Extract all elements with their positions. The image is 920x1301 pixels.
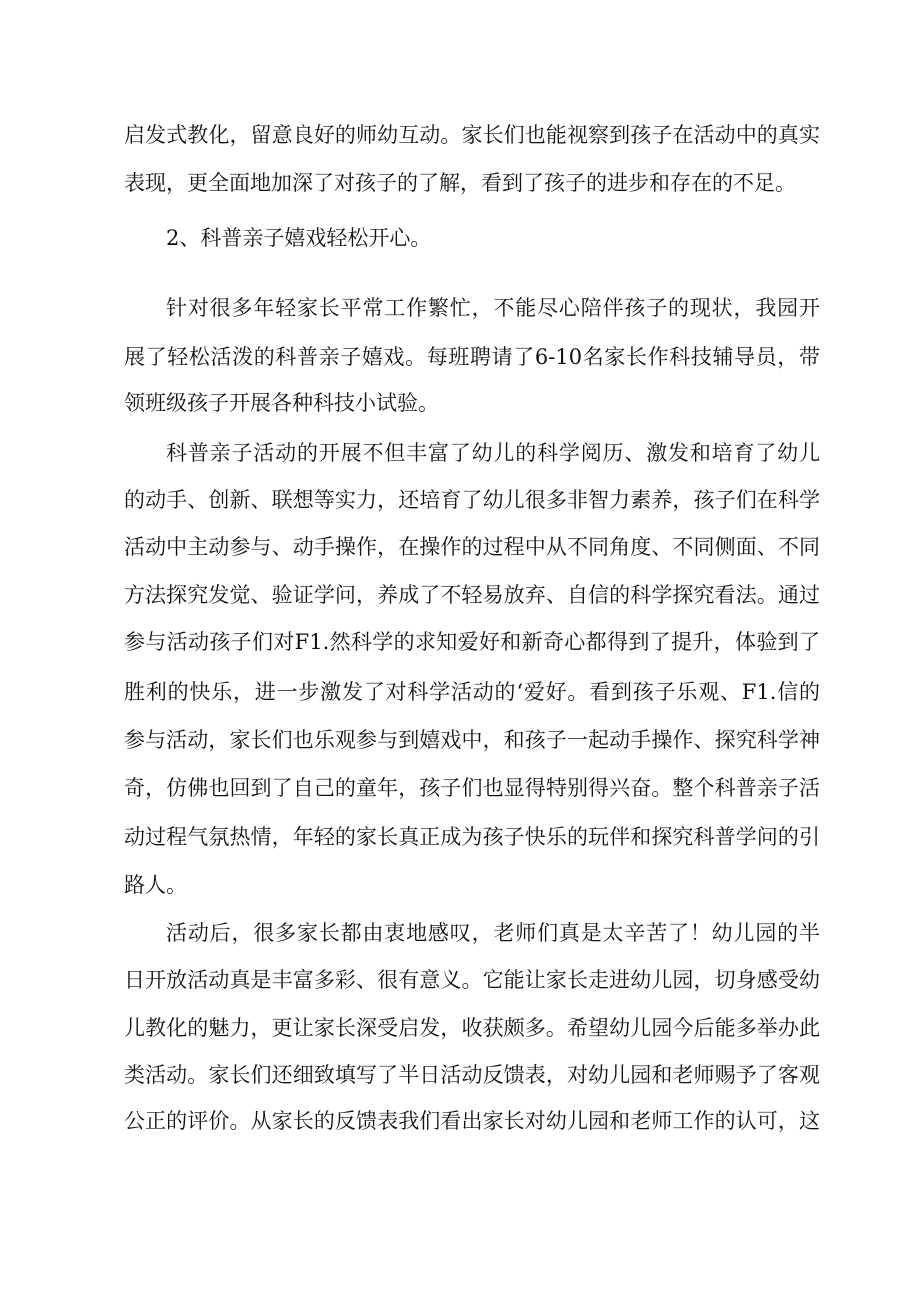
paragraph-line: 儿教化的魅力，更让家长深受启发，收获颇多。希望幼儿园今后能多举办此 bbox=[124, 1016, 820, 1040]
paragraph-line: 启发式教化，留意良好的师幼互动。家长们也能视察到孩子在活动中的真实 bbox=[124, 123, 820, 147]
paragraph-line: 参与活动孩子们对F1.然科学的求知爱好和新奇心都得到了提升，体验到了 bbox=[124, 630, 820, 654]
paragraph-line: 领班级孩子开展各种科技小试验。 bbox=[124, 391, 439, 415]
paragraph-line: 奇，仿佛也回到了自己的童年，孩子们也显得特别得兴奋。整个科普亲子活 bbox=[124, 776, 820, 800]
paragraph-line: 的动手、创新、联想等实力，还培育了幼儿很多非智力素养，孩子们在科学 bbox=[124, 488, 820, 512]
paragraph-line: 日开放活动真是丰富多彩、很有意义。它能让家长走进幼儿园，切身感受幼 bbox=[124, 968, 820, 992]
paragraph-line: 表现，更全面地加深了对孩子的了解，看到了孩子的进步和存在的不足。 bbox=[124, 171, 796, 195]
paragraph-line: 路人。 bbox=[124, 873, 187, 897]
paragraph-line: 胜利的快乐，进一步激发了对科学活动的‘爱好。看到孩子乐观、F1.信的 bbox=[124, 680, 820, 704]
paragraph-line: 针对很多年轻家长平常工作繁忙，不能尽心陪伴孩子的现状，我园开 bbox=[166, 296, 820, 320]
paragraph-line: 参与活动，家长们也乐观参与到嬉戏中，和孩子一起动手操作、探究科学神 bbox=[124, 728, 820, 752]
paragraph-line: 动过程气氛热情，年轻的家长真正成为孩子快乐的玩伴和探究科普学问的引 bbox=[124, 825, 820, 849]
section-heading: 2、科普亲子嬉戏轻松开心。 bbox=[166, 226, 432, 250]
paragraph-line: 活动后，很多家长都由衷地感叹，老师们真是太辛苦了！幼儿园的半 bbox=[166, 921, 820, 945]
paragraph-line: 活动中主动参与、动手操作，在操作的过程中从不同角度、不同侧面、不同 bbox=[124, 535, 820, 559]
paragraph-line: 科普亲子活动的开展不但丰富了幼儿的科学阅历、激发和培育了幼儿 bbox=[166, 441, 820, 465]
paragraph-line: 展了轻松活泼的科普亲子嬉戏。每班聘请了6-10名家长作科技辅导员，带 bbox=[124, 345, 820, 369]
paragraph-line: 公正的评价。从家长的反馈表我们看出家长对幼儿园和老师工作的认可，这 bbox=[124, 1109, 820, 1133]
paragraph-line: 方法探究发觉、验证学问，养成了不轻易放弃、自信的科学探究看法。通过 bbox=[124, 583, 820, 607]
paragraph-line: 类活动。家长们还细致填写了半日活动反馈表，对幼儿园和老师赐予了客观 bbox=[124, 1063, 820, 1087]
